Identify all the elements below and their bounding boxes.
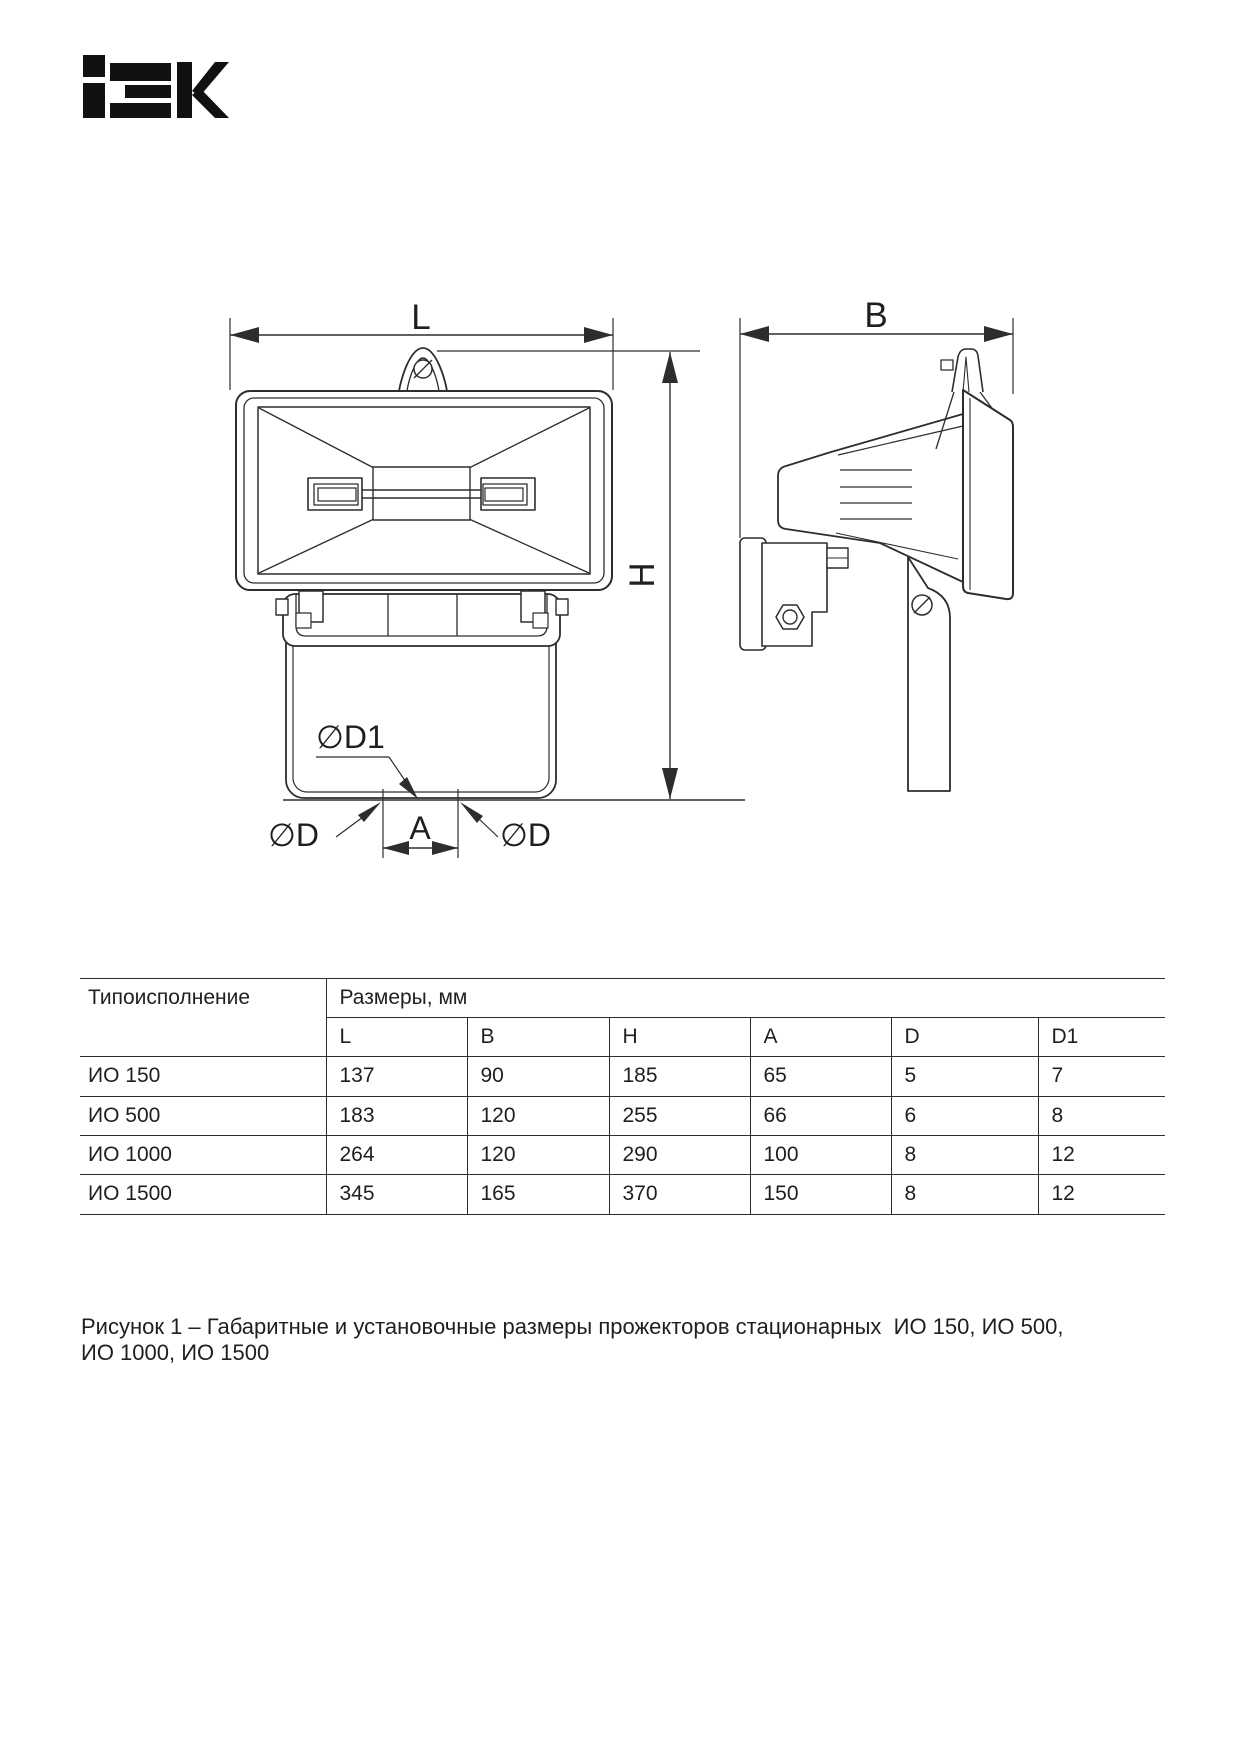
side-view xyxy=(740,296,1013,791)
cell-type: ИО 1000 xyxy=(80,1136,326,1175)
dimension-D-right xyxy=(460,802,551,853)
cell-A: 150 xyxy=(750,1175,891,1215)
cell-type: ИО 1500 xyxy=(80,1175,326,1215)
cell-D1: 8 xyxy=(1038,1097,1165,1136)
cell-H: 255 xyxy=(609,1097,750,1136)
cell-A: 65 xyxy=(750,1057,891,1097)
dimensions-table xyxy=(80,978,1165,1215)
sub-header-D1: D1 xyxy=(1038,1018,1165,1057)
cell-H: 370 xyxy=(609,1175,750,1215)
caption-line-1: Рисунок 1 – Габаритные и установочные размеры прожекторов стационарных ИО 150, ИО 500, xyxy=(81,1314,1064,1339)
cell-B: 120 xyxy=(467,1136,609,1175)
dim-label-H: H xyxy=(623,562,662,588)
cell-B: 165 xyxy=(467,1175,609,1215)
cell-L: 137 xyxy=(326,1057,467,1097)
cell-L: 183 xyxy=(326,1097,467,1136)
glass-frame xyxy=(963,390,1013,599)
dimension-D-left xyxy=(268,802,381,853)
dim-label-D-left: ∅D xyxy=(268,817,319,853)
dim-label-D1: ∅D1 xyxy=(316,719,385,755)
sub-header-B: B xyxy=(467,1018,609,1057)
cell-D: 5 xyxy=(891,1057,1038,1097)
sub-header-L: L xyxy=(326,1018,467,1057)
table-row xyxy=(80,1175,1165,1215)
arrowhead-down-icon xyxy=(662,768,678,799)
dim-label-B: B xyxy=(864,296,888,335)
arrowhead-left-icon xyxy=(740,326,769,342)
arrowhead-left-icon xyxy=(230,327,259,343)
dimension-H xyxy=(623,352,678,799)
cell-type: ИО 500 xyxy=(80,1097,326,1136)
table-row xyxy=(80,1136,1165,1175)
junction-box xyxy=(740,538,848,650)
reflector-back-panel xyxy=(373,467,470,520)
arrowhead-right-icon xyxy=(584,327,613,343)
dim-label-L: L xyxy=(411,298,431,337)
cell-D: 8 xyxy=(891,1136,1038,1175)
hanging-loop xyxy=(399,348,447,391)
cell-D1: 12 xyxy=(1038,1136,1165,1175)
pivot-screw xyxy=(912,595,932,615)
dim-label-A: A xyxy=(409,810,431,846)
cell-D1: 12 xyxy=(1038,1175,1165,1215)
cell-B: 120 xyxy=(467,1097,609,1136)
sub-header-A: A xyxy=(750,1018,891,1057)
table-row xyxy=(80,1097,1165,1136)
hinge-pin-left xyxy=(276,599,288,615)
col-header-sizes: Размеры, мм xyxy=(326,979,1165,1018)
cell-L: 345 xyxy=(326,1175,467,1215)
mounting-arm xyxy=(908,557,950,791)
caption-line-2: ИО 1000, ИО 1500 xyxy=(81,1340,270,1365)
front-view xyxy=(230,298,745,858)
arrowhead-right-icon xyxy=(984,326,1013,342)
dim-label-D-right: ∅D xyxy=(500,817,551,853)
figure-caption xyxy=(81,1314,1063,1366)
loop-screw-peg xyxy=(941,360,953,370)
arrowhead-left-icon xyxy=(383,841,409,855)
sub-header-D: D xyxy=(891,1018,1038,1057)
hinge-pin-right xyxy=(556,599,568,615)
cell-A: 66 xyxy=(750,1097,891,1136)
leader-arrowhead-icon xyxy=(358,802,381,822)
table-row xyxy=(80,1057,1165,1097)
cell-H: 290 xyxy=(609,1136,750,1175)
cell-D: 8 xyxy=(891,1175,1038,1215)
cable-gland-nut-icon xyxy=(776,605,804,629)
arrowhead-right-icon xyxy=(432,841,458,855)
cell-B: 90 xyxy=(467,1057,609,1097)
cell-D: 6 xyxy=(891,1097,1038,1136)
col-header-type: Типоисполнение xyxy=(80,979,326,1057)
leader-arrowhead-icon xyxy=(460,802,483,823)
yoke-bracket xyxy=(283,594,560,646)
arrowhead-up-icon xyxy=(662,352,678,383)
sub-header-H: H xyxy=(609,1018,750,1057)
cell-type: ИО 150 xyxy=(80,1057,326,1097)
cell-H: 185 xyxy=(609,1057,750,1097)
cell-D1: 7 xyxy=(1038,1057,1165,1097)
cell-A: 100 xyxy=(750,1136,891,1175)
cell-L: 264 xyxy=(326,1136,467,1175)
